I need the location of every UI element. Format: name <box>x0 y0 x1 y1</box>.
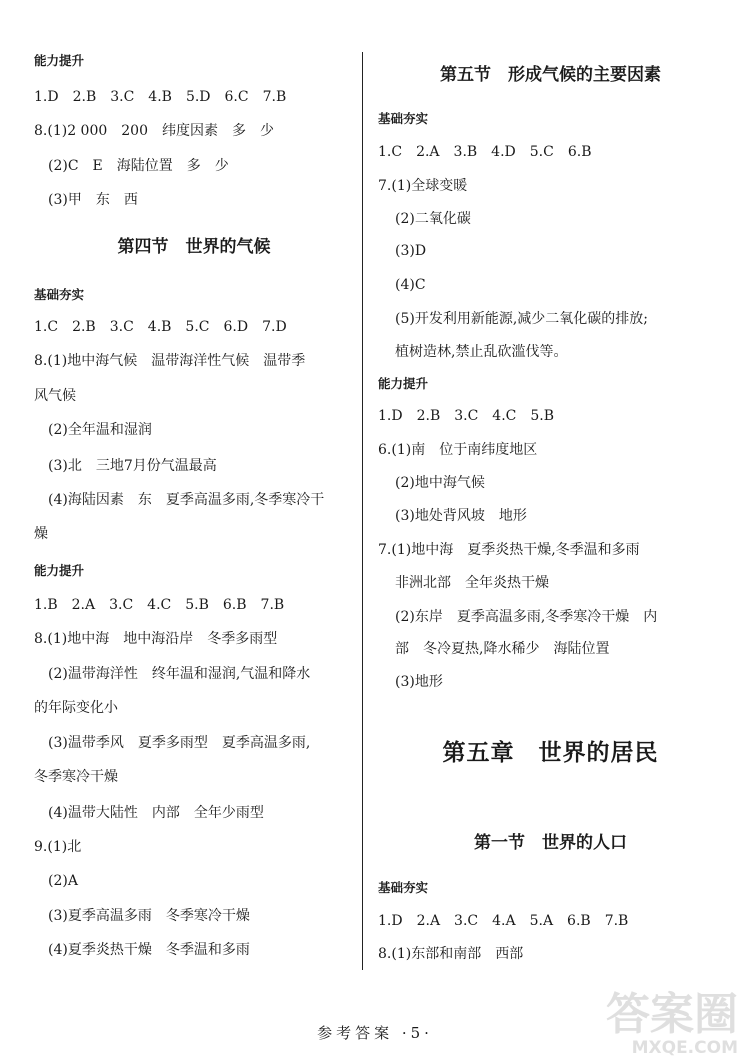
answer-line: 8.(1)东部和南部 西部 <box>378 946 524 962</box>
answer-line: (3)地形 <box>395 674 443 690</box>
section-tag: 基础夯实 <box>378 880 429 895</box>
answer-line: (3)甲 东 西 <box>48 192 138 208</box>
answer-line: 燥 <box>34 526 48 542</box>
answer-line: 风气候 <box>34 388 76 404</box>
answer-line: 1.D 2.B 3.C 4.B 5.D 6.C 7.B <box>34 89 287 105</box>
answer-line: 1.C 2.B 3.C 4.B 5.C 6.D 7.D <box>34 319 287 335</box>
answer-line: 6.(1)南 位于南纬度地区 <box>378 442 538 458</box>
answer-line: (4)C <box>395 277 426 293</box>
chapter-title: 第五章 世界的居民 <box>442 740 659 766</box>
answer-line: 9.(1)北 <box>34 839 82 855</box>
answer-line: (3)夏季高温多雨 冬季寒冷干燥 <box>48 908 250 924</box>
answer-line: (3)D <box>395 243 427 259</box>
answer-line: (2)东岸 夏季高温多雨,冬季寒冷干燥 内 <box>395 609 658 625</box>
answer-line: (2)地中海气候 <box>395 475 485 491</box>
answer-line: 植树造林,禁止乱砍滥伐等。 <box>395 344 568 360</box>
page-footer: 参考答案 ·5· <box>317 1024 433 1042</box>
answer-line: 8.(1)地中海气候 温带海洋性气候 温带季 <box>34 353 306 369</box>
watermark-url: MXQE.COM <box>631 1038 738 1058</box>
answer-line: 7.(1)地中海 夏季炎热干燥,冬季温和多雨 <box>378 542 640 558</box>
answer-line: (3)温带季风 夏季多雨型 夏季高温多雨, <box>48 735 311 751</box>
section-title: 第一节 世界的人口 <box>474 833 627 853</box>
answer-line: (3)北 三地7月份气温最高 <box>48 458 217 474</box>
answer-line: (2)温带海洋性 终年温和湿润,气温和降水 <box>48 666 311 682</box>
column-divider <box>362 52 363 970</box>
answer-line: 1.D 2.B 3.C 4.C 5.B <box>378 408 555 424</box>
section-tag: 能力提升 <box>34 563 85 578</box>
section-title: 第五节 形成气候的主要因素 <box>440 65 661 85</box>
answer-line: 部 冬冷夏热,降水稀少 海陆位置 <box>395 641 610 657</box>
answer-line: 8.(1)2 000 200 纬度因素 多 少 <box>34 123 274 139</box>
answer-line: 冬季寒冷干燥 <box>34 769 118 785</box>
answer-line: (4)夏季炎热干燥 冬季温和多雨 <box>48 942 250 958</box>
answer-line: 1.C 2.A 3.B 4.D 5.C 6.B <box>378 144 592 160</box>
section-tag: 基础夯实 <box>34 287 85 302</box>
answer-line: 1.D 2.A 3.C 4.A 5.A 6.B 7.B <box>378 913 629 929</box>
answer-line: (2)A <box>48 873 78 889</box>
section-tag: 能力提升 <box>378 376 429 391</box>
section-tag: 能力提升 <box>34 53 85 68</box>
answer-line: (4)海陆因素 东 夏季高温多雨,冬季寒冷干 <box>48 492 325 508</box>
answer-line: (4)温带大陆性 内部 全年少雨型 <box>48 805 264 821</box>
answer-line: (5)开发利用新能源,减少二氧化碳的排放; <box>395 311 648 327</box>
section-tag: 基础夯实 <box>378 111 429 126</box>
watermark-text: 答案圈 <box>606 989 738 1040</box>
section-title: 第四节 世界的气候 <box>117 237 271 257</box>
answer-line: 1.B 2.A 3.C 4.C 5.B 6.B 7.B <box>34 597 285 613</box>
answer-line: 的年际变化小 <box>34 700 118 716</box>
answer-line: (3)地处背风坡 地形 <box>395 508 527 524</box>
answer-line: 非洲北部 全年炎热干燥 <box>395 575 549 591</box>
answer-line: (2)全年温和湿润 <box>48 422 152 438</box>
answer-line: (2)C E 海陆位置 多 少 <box>48 158 229 174</box>
answer-line: 7.(1)全球变暖 <box>378 178 468 194</box>
watermark-logo <box>606 989 738 1058</box>
answer-line: (2)二氧化碳 <box>395 211 471 227</box>
answer-line: 8.(1)地中海 地中海沿岸 冬季多雨型 <box>34 631 278 647</box>
